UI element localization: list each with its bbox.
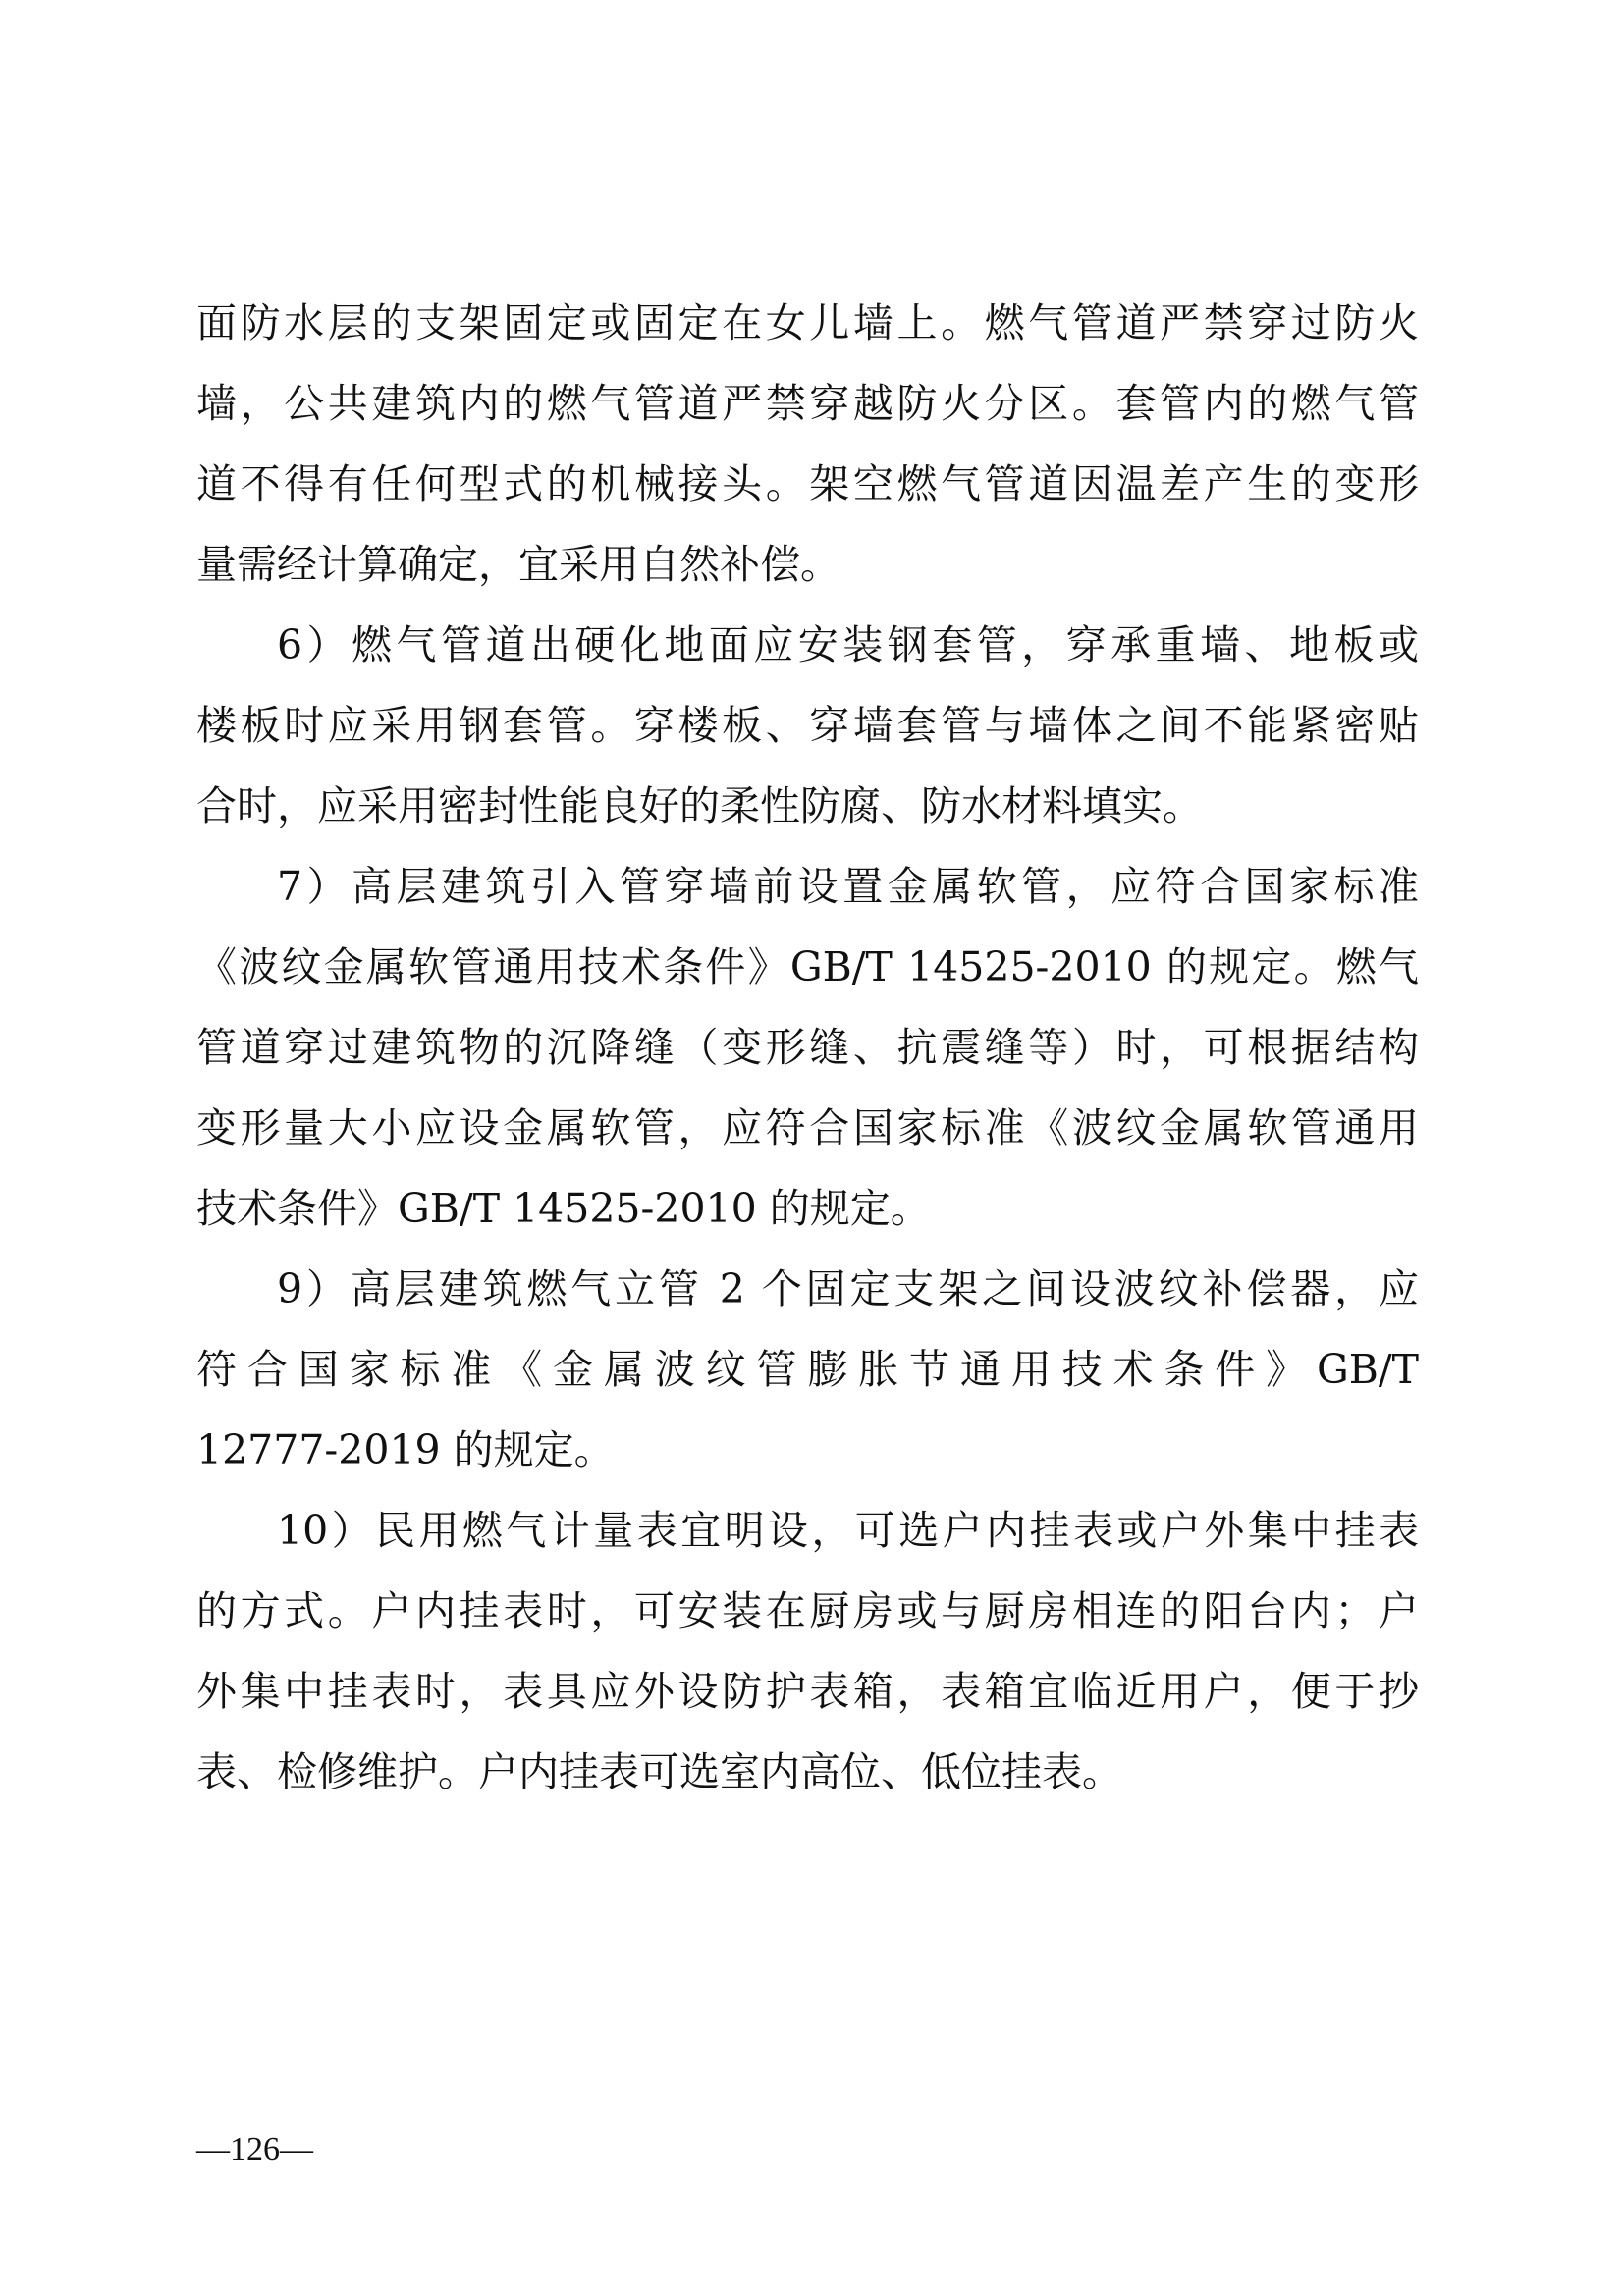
paragraph [196, 605, 1419, 846]
text-line: 12777-2019 的规定。 [196, 1426, 615, 1473]
body-text [196, 283, 1419, 1812]
paragraph [196, 1490, 1419, 1812]
text-line: 外集中挂表时，表具应外设防护表箱，表箱宜临近用户，便于抄 [196, 1668, 1419, 1715]
text-line: 变形量大小应设金属软管，应符合国家标准《波纹金属软管通用 [196, 1104, 1419, 1151]
text-line: 技术条件》GB/T 14525-2010 的规定。 [196, 1185, 931, 1232]
text-line: 道不得有任何型式的机械接头。架空燃气管道因温差产生的变形 [196, 460, 1419, 507]
text-line: 墙，公共建筑内的燃气管道严禁穿越防火分区。套管内的燃气管 [196, 380, 1419, 427]
paragraph [196, 846, 1419, 1249]
page-number: —126— [196, 2131, 313, 2167]
text-line: 管道穿过建筑物的沉降缝（变形缝、抗震缝等）时，可根据结构 [196, 1024, 1419, 1071]
text-line: 9）高层建筑燃气立管 2 个固定支架之间设波纹补偿器，应 [277, 1265, 1419, 1312]
text-line: 《波纹金属软管通用技术条件》GB/T 14525-2010 的规定。燃气 [196, 943, 1419, 990]
text-line: 表、检修维护。户内挂表可选室内高位、低位挂表。 [196, 1748, 1122, 1795]
text-line: 面防水层的支架固定或固定在女儿墙上。燃气管道严禁穿过防火 [196, 299, 1419, 347]
paragraph [196, 283, 1419, 605]
text-line: 6）燃气管道出硬化地面应安装钢套管，穿承重墙、地板或 [277, 621, 1419, 668]
paragraph [196, 1249, 1419, 1490]
text-line: 合时，应采用密封性能良好的柔性防腐、防水材料填实。 [196, 782, 1203, 829]
text-line: 符合国家标准《金属波纹管膨胀节通用技术条件》GB/T [196, 1346, 1419, 1393]
text-line: 7）高层建筑引入管穿墙前设置金属软管，应符合国家标准 [277, 863, 1419, 910]
text-line: 楼板时应采用钢套管。穿楼板、穿墙套管与墙体之间不能紧密贴 [196, 702, 1419, 749]
text-line: 的方式。户内挂表时，可安装在厨房或与厨房相连的阳台内；户 [196, 1587, 1419, 1634]
text-line: 量需经计算确定，宜采用自然补偿。 [196, 541, 840, 588]
text-line: 10）民用燃气计量表宜明设，可选户内挂表或户外集中挂表 [277, 1507, 1419, 1554]
